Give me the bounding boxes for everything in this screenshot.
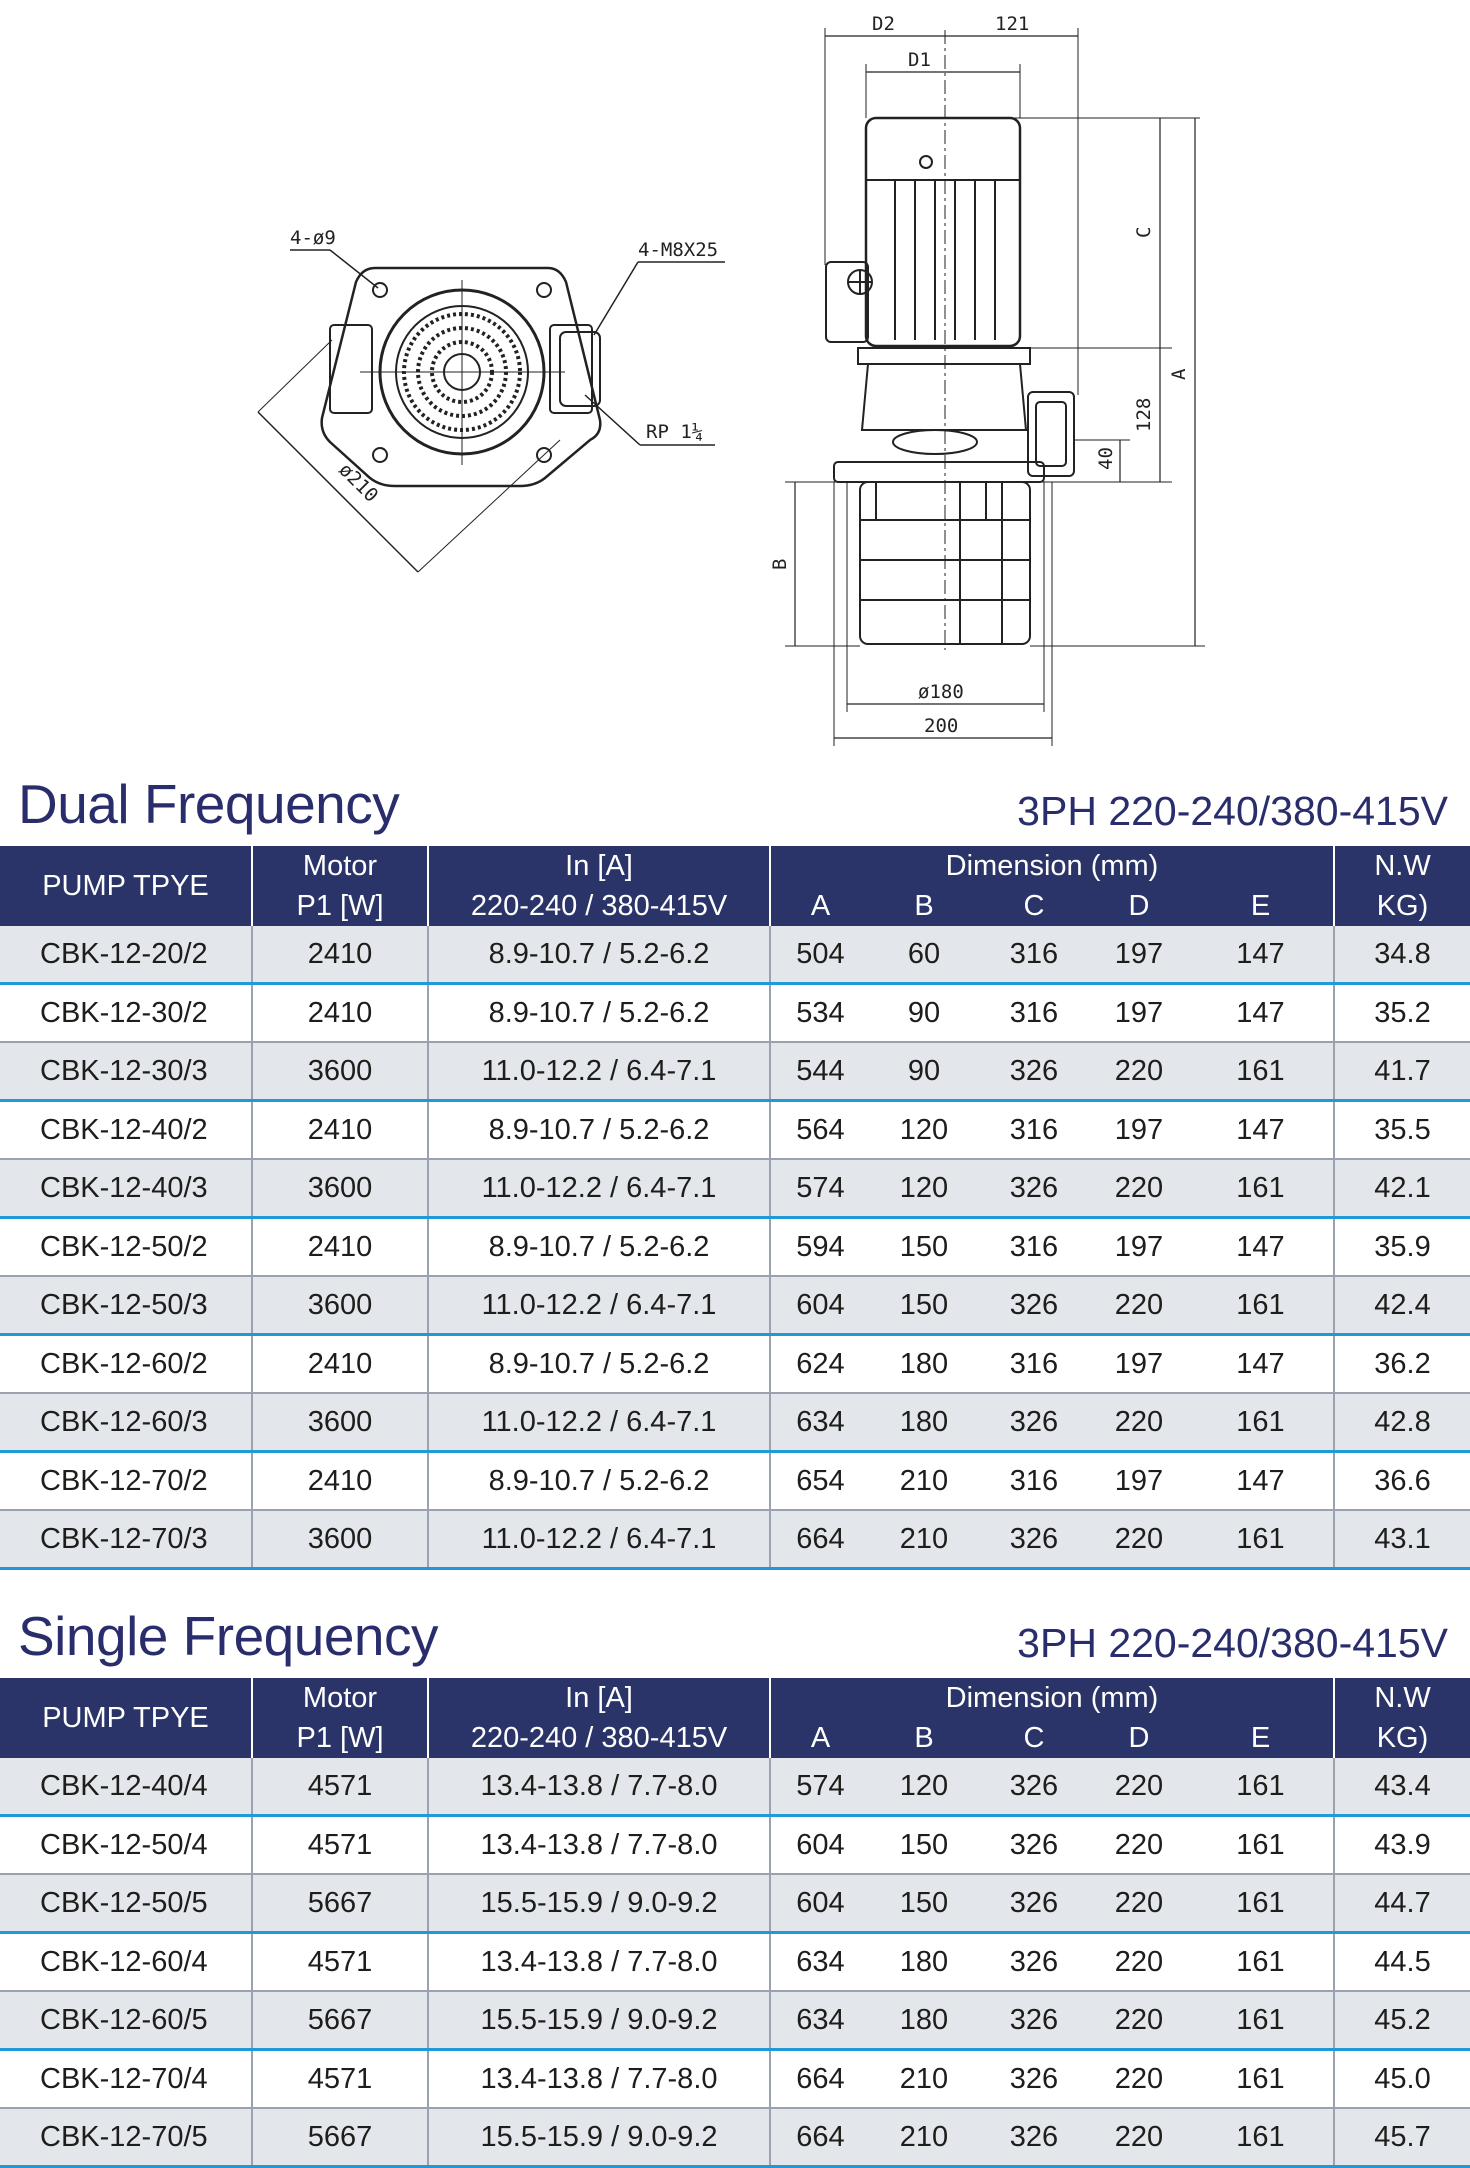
header-pump-type: PUMP TPYE — [0, 1678, 252, 1758]
dual-frequency-title: Dual Frequency — [18, 773, 400, 835]
flange-diameter-label: ø210 — [334, 458, 383, 507]
cell-d: 197 — [1090, 926, 1188, 984]
cell-d: 197 — [1090, 1218, 1188, 1277]
dual-frequency-table — [0, 846, 1470, 1570]
cell-c: 326 — [978, 1758, 1090, 1816]
header-nw-unit: KG) — [1334, 1718, 1470, 1758]
cell-d: 197 — [1090, 1335, 1188, 1394]
table-row — [0, 1159, 1470, 1218]
dim-base-dia-label: ø180 — [918, 681, 964, 703]
cell-type: CBK-12-40/4 — [0, 1758, 252, 1816]
header-dim-b: B — [870, 1718, 978, 1758]
cell-type: CBK-12-40/2 — [0, 1101, 252, 1160]
cell-e: 147 — [1188, 1452, 1334, 1511]
cell-weight: 36.2 — [1334, 1335, 1470, 1394]
cell-c: 326 — [978, 1042, 1090, 1101]
cell-current: 13.4-13.8 / 7.7-8.0 — [428, 1816, 770, 1875]
cell-d: 220 — [1090, 2108, 1188, 2167]
cell-e: 161 — [1188, 1874, 1334, 1933]
header-dim-c: C — [978, 886, 1090, 926]
cell-b: 210 — [870, 1510, 978, 1569]
header-dimension: Dimension (mm) — [770, 846, 1334, 886]
table-row — [0, 1758, 1470, 1816]
top-view-drawing — [258, 250, 725, 572]
cell-b: 180 — [870, 1393, 978, 1452]
single-frequency-title: Single Frequency — [18, 1605, 439, 1667]
cell-weight: 42.4 — [1334, 1276, 1470, 1335]
table-row — [0, 1510, 1470, 1569]
cell-a: 534 — [770, 984, 870, 1043]
cell-weight: 43.4 — [1334, 1758, 1470, 1816]
dim-d2-label: D2 — [872, 13, 895, 35]
table-row — [0, 1276, 1470, 1335]
cell-motor: 3600 — [252, 1276, 428, 1335]
cell-current: 8.9-10.7 / 5.2-6.2 — [428, 1101, 770, 1160]
cell-weight: 34.8 — [1334, 926, 1470, 984]
cell-current: 8.9-10.7 / 5.2-6.2 — [428, 926, 770, 984]
cell-a: 634 — [770, 1393, 870, 1452]
header-dim-d: D — [1090, 886, 1188, 926]
cell-type: CBK-12-70/3 — [0, 1510, 252, 1569]
header-nw-unit: KG) — [1334, 886, 1470, 926]
cell-current: 11.0-12.2 / 6.4-7.1 — [428, 1510, 770, 1569]
cell-current: 13.4-13.8 / 7.7-8.0 — [428, 1933, 770, 1992]
header-dimension: Dimension (mm) — [770, 1678, 1334, 1718]
cell-weight: 44.7 — [1334, 1874, 1470, 1933]
header-dim-a: A — [770, 1718, 870, 1758]
table-row — [0, 1816, 1470, 1875]
bolts-label: 4-M8X25 — [638, 239, 719, 261]
cell-motor: 4571 — [252, 1758, 428, 1816]
header-dim-a: A — [770, 886, 870, 926]
cell-current: 8.9-10.7 / 5.2-6.2 — [428, 1218, 770, 1277]
cell-type: CBK-12-50/4 — [0, 1816, 252, 1875]
header-motor: Motor — [252, 1678, 428, 1718]
table-row — [0, 1042, 1470, 1101]
cell-weight: 35.2 — [1334, 984, 1470, 1043]
cell-type: CBK-12-20/2 — [0, 926, 252, 984]
dim-b-label: B — [769, 558, 791, 570]
cell-type: CBK-12-50/3 — [0, 1276, 252, 1335]
cell-b: 150 — [870, 1874, 978, 1933]
cell-weight: 42.8 — [1334, 1393, 1470, 1452]
cell-a: 664 — [770, 2050, 870, 2109]
cell-motor: 2410 — [252, 1101, 428, 1160]
cell-c: 316 — [978, 984, 1090, 1043]
header-in-voltage: 220-240 / 380-415V — [428, 1718, 770, 1758]
cell-d: 197 — [1090, 1452, 1188, 1511]
cell-d: 220 — [1090, 1816, 1188, 1875]
cell-b: 180 — [870, 1991, 978, 2050]
cell-d: 220 — [1090, 1874, 1188, 1933]
cell-type: CBK-12-60/5 — [0, 1991, 252, 2050]
cell-a: 624 — [770, 1335, 870, 1394]
cell-c: 326 — [978, 1393, 1090, 1452]
table-row — [0, 1393, 1470, 1452]
cell-a: 564 — [770, 1101, 870, 1160]
table-row — [0, 1991, 1470, 2050]
cell-e: 161 — [1188, 1510, 1334, 1569]
cell-a: 634 — [770, 1933, 870, 1992]
cell-d: 197 — [1090, 984, 1188, 1043]
cell-motor: 5667 — [252, 1874, 428, 1933]
cell-motor: 3600 — [252, 1159, 428, 1218]
cell-current: 11.0-12.2 / 6.4-7.1 — [428, 1042, 770, 1101]
header-dim-d: D — [1090, 1718, 1188, 1758]
cell-a: 604 — [770, 1276, 870, 1335]
cell-current: 15.5-15.9 / 9.0-9.2 — [428, 1874, 770, 1933]
cell-current: 8.9-10.7 / 5.2-6.2 — [428, 1335, 770, 1394]
cell-b: 150 — [870, 1218, 978, 1277]
cell-d: 220 — [1090, 1042, 1188, 1101]
cell-b: 210 — [870, 2050, 978, 2109]
cell-b: 210 — [870, 1452, 978, 1511]
cell-type: CBK-12-40/3 — [0, 1159, 252, 1218]
cell-c: 316 — [978, 1452, 1090, 1511]
table-row — [0, 926, 1470, 984]
cell-motor: 3600 — [252, 1510, 428, 1569]
table-row — [0, 1335, 1470, 1394]
cell-weight: 45.0 — [1334, 2050, 1470, 2109]
cell-c: 316 — [978, 1101, 1090, 1160]
side-view-drawing — [785, 28, 1205, 746]
cell-type: CBK-12-60/3 — [0, 1393, 252, 1452]
cell-a: 594 — [770, 1218, 870, 1277]
cell-e: 161 — [1188, 1816, 1334, 1875]
header-pump-type: PUMP TPYE — [0, 846, 252, 926]
cell-motor: 2410 — [252, 984, 428, 1043]
cell-type: CBK-12-30/2 — [0, 984, 252, 1043]
pump-technical-drawing — [0, 0, 1470, 760]
cell-b: 120 — [870, 1159, 978, 1218]
header-motor-unit: P1 [W] — [252, 1718, 428, 1758]
cell-a: 664 — [770, 1510, 870, 1569]
cell-d: 220 — [1090, 2050, 1188, 2109]
dim-40-label: 40 — [1095, 447, 1117, 470]
cell-type: CBK-12-70/4 — [0, 2050, 252, 2109]
table-row — [0, 2050, 1470, 2109]
cell-motor: 4571 — [252, 1816, 428, 1875]
header-nw: N.W — [1334, 846, 1470, 886]
cell-current: 8.9-10.7 / 5.2-6.2 — [428, 1452, 770, 1511]
cell-motor: 3600 — [252, 1042, 428, 1101]
cell-weight: 45.7 — [1334, 2108, 1470, 2167]
cell-current: 8.9-10.7 / 5.2-6.2 — [428, 984, 770, 1043]
cell-e: 161 — [1188, 2108, 1334, 2167]
cell-c: 326 — [978, 2108, 1090, 2167]
single-frequency-table — [0, 1678, 1470, 2168]
cell-current: 15.5-15.9 / 9.0-9.2 — [428, 1991, 770, 2050]
cell-a: 504 — [770, 926, 870, 984]
header-nw: N.W — [1334, 1678, 1470, 1718]
cell-c: 326 — [978, 1159, 1090, 1218]
holes-label: 4-ø9 — [290, 227, 336, 249]
cell-e: 161 — [1188, 1276, 1334, 1335]
cell-b: 120 — [870, 1101, 978, 1160]
cell-e: 147 — [1188, 1335, 1334, 1394]
table-row — [0, 1874, 1470, 1933]
cell-weight: 35.9 — [1334, 1218, 1470, 1277]
cell-weight: 35.5 — [1334, 1101, 1470, 1160]
cell-current: 13.4-13.8 / 7.7-8.0 — [428, 1758, 770, 1816]
header-dim-e: E — [1188, 1718, 1334, 1758]
cell-d: 220 — [1090, 1991, 1188, 2050]
cell-b: 60 — [870, 926, 978, 984]
cell-d: 220 — [1090, 1393, 1188, 1452]
cell-current: 13.4-13.8 / 7.7-8.0 — [428, 2050, 770, 2109]
cell-motor: 5667 — [252, 2108, 428, 2167]
header-motor-unit: P1 [W] — [252, 886, 428, 926]
cell-e: 161 — [1188, 1933, 1334, 1992]
header-dim-c: C — [978, 1718, 1090, 1758]
table-row — [0, 1933, 1470, 1992]
cell-motor: 4571 — [252, 2050, 428, 2109]
cell-a: 654 — [770, 1452, 870, 1511]
table-row — [0, 984, 1470, 1043]
single-frequency-voltage: 3PH 220-240/380-415V — [1017, 1620, 1448, 1666]
cell-current: 11.0-12.2 / 6.4-7.1 — [428, 1393, 770, 1452]
cell-d: 220 — [1090, 1933, 1188, 1992]
cell-type: CBK-12-50/5 — [0, 1874, 252, 1933]
cell-b: 150 — [870, 1276, 978, 1335]
cell-type: CBK-12-70/5 — [0, 2108, 252, 2167]
cell-c: 326 — [978, 1874, 1090, 1933]
cell-d: 220 — [1090, 1159, 1188, 1218]
cell-b: 90 — [870, 1042, 978, 1101]
cell-type: CBK-12-50/2 — [0, 1218, 252, 1277]
cell-current: 11.0-12.2 / 6.4-7.1 — [428, 1159, 770, 1218]
cell-weight: 43.9 — [1334, 1816, 1470, 1875]
cell-a: 664 — [770, 2108, 870, 2167]
cell-c: 326 — [978, 1816, 1090, 1875]
cell-motor: 4571 — [252, 1933, 428, 1992]
cell-weight: 44.5 — [1334, 1933, 1470, 1992]
cell-b: 150 — [870, 1816, 978, 1875]
cell-weight: 43.1 — [1334, 1510, 1470, 1569]
cell-e: 147 — [1188, 926, 1334, 984]
cell-e: 147 — [1188, 1101, 1334, 1160]
cell-a: 544 — [770, 1042, 870, 1101]
header-in: In [A] — [428, 846, 770, 886]
cell-b: 180 — [870, 1933, 978, 1992]
dim-base-width-label: 200 — [924, 715, 959, 737]
header-dim-e: E — [1188, 886, 1334, 926]
dim-c-label: C — [1133, 226, 1155, 238]
cell-a: 574 — [770, 1159, 870, 1218]
dim-d1-label: D1 — [908, 49, 931, 71]
cell-c: 326 — [978, 2050, 1090, 2109]
cell-c: 326 — [978, 1991, 1090, 2050]
table-row — [0, 1452, 1470, 1511]
cell-c: 316 — [978, 926, 1090, 984]
cell-weight: 42.1 — [1334, 1159, 1470, 1218]
table-row — [0, 1101, 1470, 1160]
cell-a: 604 — [770, 1874, 870, 1933]
header-dim-b: B — [870, 886, 978, 926]
dim-a-label: A — [1168, 368, 1190, 380]
cell-d: 220 — [1090, 1758, 1188, 1816]
cell-a: 604 — [770, 1816, 870, 1875]
cell-e: 147 — [1188, 1218, 1334, 1277]
cell-motor: 5667 — [252, 1991, 428, 2050]
cell-type: CBK-12-60/2 — [0, 1335, 252, 1394]
cell-current: 15.5-15.9 / 9.0-9.2 — [428, 2108, 770, 2167]
cell-e: 147 — [1188, 984, 1334, 1043]
cell-motor: 2410 — [252, 926, 428, 984]
cell-b: 210 — [870, 2108, 978, 2167]
header-motor: Motor — [252, 846, 428, 886]
cell-motor: 2410 — [252, 1452, 428, 1511]
cell-c: 316 — [978, 1335, 1090, 1394]
cell-motor: 3600 — [252, 1393, 428, 1452]
cell-d: 197 — [1090, 1101, 1188, 1160]
cell-type: CBK-12-60/4 — [0, 1933, 252, 1992]
header-in: In [A] — [428, 1678, 770, 1718]
port-label: RP 1¼ — [646, 421, 704, 443]
cell-weight: 41.7 — [1334, 1042, 1470, 1101]
cell-c: 316 — [978, 1218, 1090, 1277]
dim-121-label: 121 — [995, 13, 1030, 35]
cell-type: CBK-12-70/2 — [0, 1452, 252, 1511]
cell-b: 120 — [870, 1758, 978, 1816]
cell-a: 634 — [770, 1991, 870, 2050]
cell-motor: 2410 — [252, 1218, 428, 1277]
header-in-voltage: 220-240 / 380-415V — [428, 886, 770, 926]
cell-type: CBK-12-30/3 — [0, 1042, 252, 1101]
cell-weight: 45.2 — [1334, 1991, 1470, 2050]
dim-128-label: 128 — [1133, 397, 1155, 432]
cell-e: 161 — [1188, 1393, 1334, 1452]
cell-weight: 36.6 — [1334, 1452, 1470, 1511]
cell-a: 574 — [770, 1758, 870, 1816]
cell-e: 161 — [1188, 1758, 1334, 1816]
cell-motor: 2410 — [252, 1335, 428, 1394]
cell-c: 326 — [978, 1276, 1090, 1335]
dual-frequency-voltage: 3PH 220-240/380-415V — [1017, 788, 1448, 834]
cell-current: 11.0-12.2 / 6.4-7.1 — [428, 1276, 770, 1335]
table-row — [0, 1218, 1470, 1277]
table-row — [0, 2108, 1470, 2167]
cell-d: 220 — [1090, 1510, 1188, 1569]
cell-e: 161 — [1188, 1991, 1334, 2050]
cell-b: 180 — [870, 1335, 978, 1394]
cell-b: 90 — [870, 984, 978, 1043]
cell-e: 161 — [1188, 2050, 1334, 2109]
cell-c: 326 — [978, 1510, 1090, 1569]
cell-d: 220 — [1090, 1276, 1188, 1335]
cell-e: 161 — [1188, 1042, 1334, 1101]
cell-c: 326 — [978, 1933, 1090, 1992]
cell-e: 161 — [1188, 1159, 1334, 1218]
